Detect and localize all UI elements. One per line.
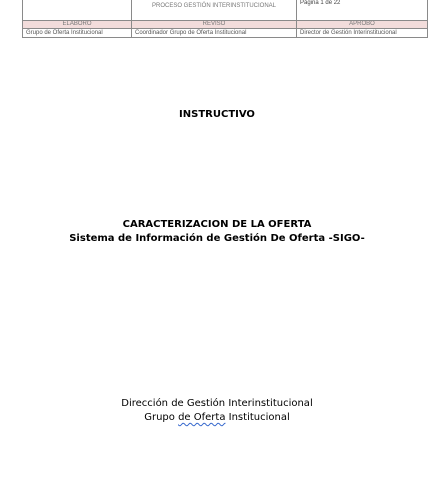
header-label-elaboro: ELABORÓ: [23, 21, 132, 29]
header-logo-cell: [23, 0, 132, 21]
footer-group-part-b: de Oferta: [178, 412, 226, 423]
header-table: [22, 0, 428, 38]
footer-group-part-c: Institucional: [225, 412, 290, 423]
footer-group: [0, 412, 434, 423]
document-subtitle: Sistema de Información de Gestión De Oferta -SIGO-: [69, 233, 365, 244]
header-page-number: Página 1 de 22: [297, 0, 428, 21]
header-name-elaboro: Grupo de Oferta Institucional: [23, 29, 132, 38]
footer-direction: Dirección de Gestión Interinstitucional: [121, 398, 313, 409]
document-main-title: CARACTERIZACION DE LA OFERTA: [122, 219, 312, 230]
header-name-aprobo: Director de Gestión Interinstitucional: [297, 29, 428, 38]
header-label-reviso: REVISÓ: [132, 21, 297, 29]
header-process-name: PROCESO GESTIÓN INTERINSTITUCIONAL: [132, 0, 297, 21]
header-label-aprobo: APROBÓ: [297, 21, 428, 29]
document-type-title: INSTRUCTIVO: [179, 109, 255, 120]
header-name-reviso: Coordinador Grupo de Oferta Institucional: [132, 29, 297, 38]
footer-group-part-a: Grupo: [144, 412, 179, 423]
